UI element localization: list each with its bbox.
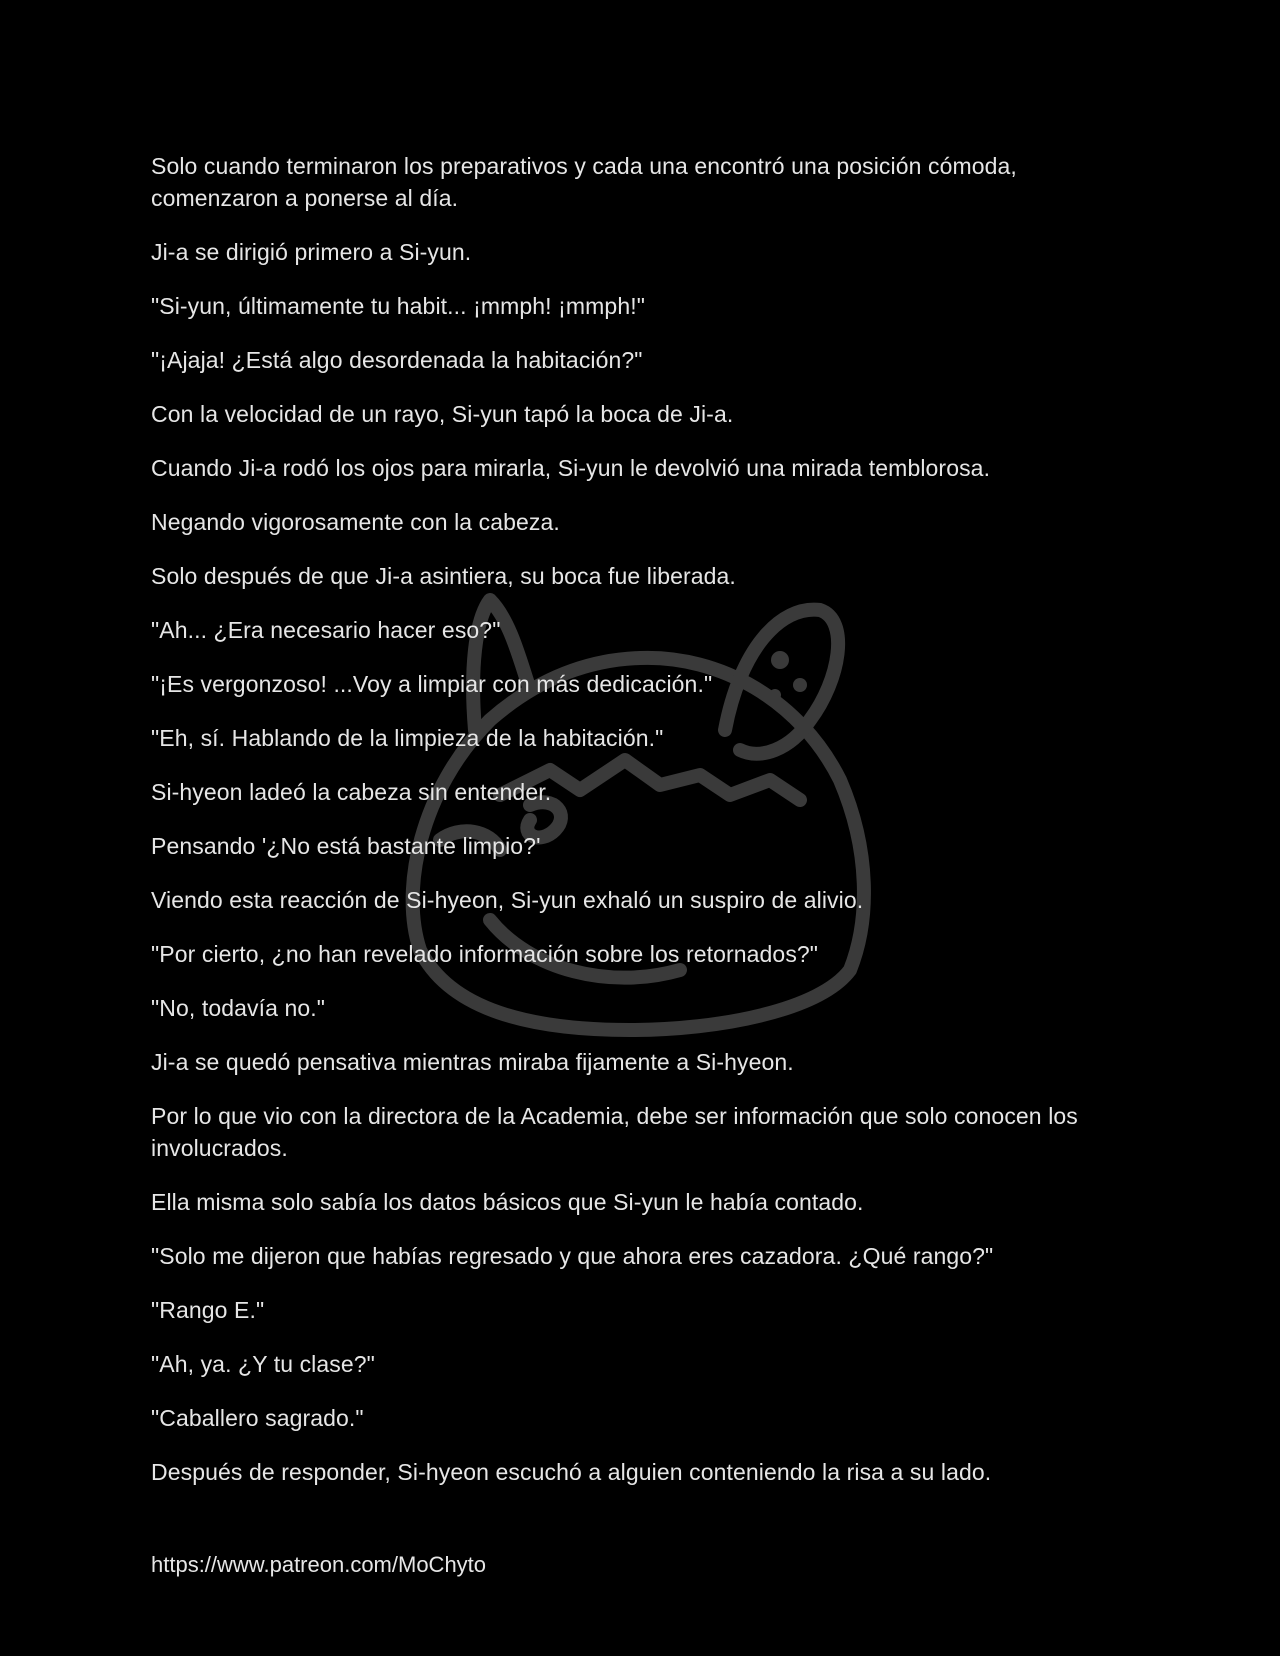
paragraph: Con la velocidad de un rayo, Si-yun tapó la boca de Ji-a.	[151, 401, 734, 427]
paragraph: Después de responder, Si-hyeon escuchó a alguien conteniendo la risa a su lado.	[151, 1459, 992, 1485]
patreon-link[interactable]: https://www.patreon.com/MoChyto	[151, 1552, 487, 1577]
paragraph: "Rango E."	[151, 1297, 265, 1323]
paragraph: "¡Ajaja! ¿Está algo desordenada la habitación?"	[151, 347, 643, 373]
paragraph: Si-hyeon ladeó la cabeza sin entender.	[151, 779, 552, 805]
paragraph: Ella misma solo sabía los datos básicos que Si-yun le había contado.	[151, 1189, 864, 1215]
paragraph: "Si-yun, últimamente tu habit... ¡mmph! ¡mmph!"	[151, 293, 645, 319]
paragraph: "Por cierto, ¿no han revelado información sobre los retornados?"	[151, 941, 819, 967]
chapter-text	[151, 150, 1131, 1510]
paragraph: Ji-a se quedó pensativa mientras miraba fijamente a Si-hyeon.	[151, 1049, 794, 1075]
paragraph: Negando vigorosamente con la cabeza.	[151, 509, 560, 535]
paragraph: Ji-a se dirigió primero a Si-yun.	[151, 239, 472, 265]
paragraph: Viendo esta reacción de Si-hyeon, Si-yun exhaló un suspiro de alivio.	[151, 887, 864, 913]
paragraph: "Ah... ¿Era necesario hacer eso?"	[151, 617, 501, 643]
paragraph: "Caballero sagrado."	[151, 1405, 364, 1431]
paragraph: Solo cuando terminaron los preparativos y cada una encontró una posición cómoda, comenzaron a ponerse al día.	[151, 153, 1017, 211]
paragraph: Pensando '¿No está bastante limpio?'	[151, 833, 541, 859]
paragraph: Por lo que vio con la directora de la Academia, debe ser información que solo conocen los involucrados.	[151, 1103, 1078, 1161]
paragraph: "Eh, sí. Hablando de la limpieza de la habitación."	[151, 725, 664, 751]
paragraph: Solo después de que Ji-a asintiera, su boca fue liberada.	[151, 563, 736, 589]
paragraph: "Solo me dijeron que habías regresado y que ahora eres cazadora. ¿Qué rango?"	[151, 1243, 994, 1269]
paragraph: "Ah, ya. ¿Y tu clase?"	[151, 1351, 375, 1377]
paragraph: "No, todavía no."	[151, 995, 326, 1021]
paragraph: "¡Es vergonzoso! ...Voy a limpiar con más dedicación."	[151, 671, 713, 697]
paragraph: Cuando Ji-a rodó los ojos para mirarla, Si-yun le devolvió una mirada temblorosa.	[151, 455, 991, 481]
